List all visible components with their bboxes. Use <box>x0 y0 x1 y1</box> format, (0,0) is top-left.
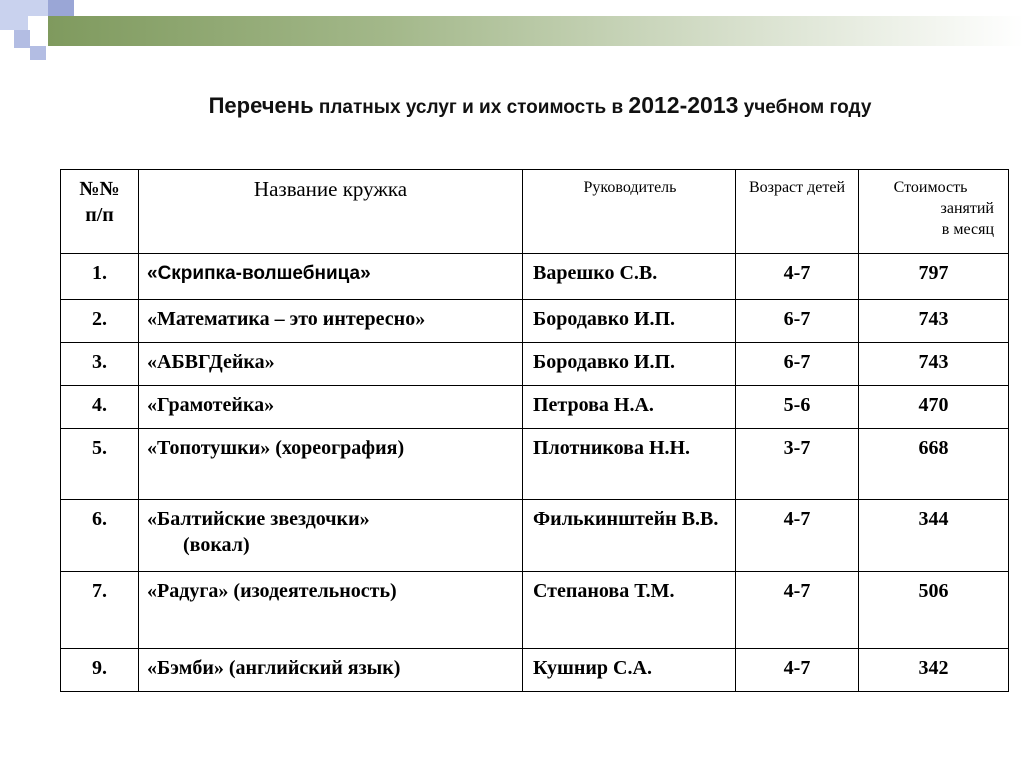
cell-num: 2. <box>61 300 139 343</box>
cell-age: 4-7 <box>736 254 859 300</box>
cell-num: 9. <box>61 649 139 692</box>
cell-leader: Кушнир С.А. <box>523 649 736 692</box>
cell-cost: 470 <box>859 386 1009 429</box>
header-age: Возраст детей <box>736 170 859 254</box>
header-cost-line: занятий <box>940 199 994 217</box>
services-table <box>60 169 1009 692</box>
cell-leader: Филькинштейн В.В. <box>523 500 736 572</box>
header-cost <box>859 170 1009 254</box>
decor-square <box>48 0 74 16</box>
cell-num: 4. <box>61 386 139 429</box>
cell-age: 3-7 <box>736 429 859 500</box>
cell-cost: 743 <box>859 300 1009 343</box>
cell-name-line: «Балтийские звездочки» <box>147 508 370 530</box>
cell-name <box>139 254 523 300</box>
cell-num: 1. <box>61 254 139 300</box>
table-row <box>61 500 1009 572</box>
cell-cost: 342 <box>859 649 1009 692</box>
header-leader: Руководитель <box>523 170 736 254</box>
table-row <box>61 386 1009 429</box>
cell-cost: 797 <box>859 254 1009 300</box>
cell-age: 4-7 <box>736 649 859 692</box>
cell-leader: Петрова Н.А. <box>523 386 736 429</box>
cell-name: «Бэмби» (английский язык) <box>139 649 523 692</box>
decor-square <box>14 30 30 48</box>
cell-cost: 743 <box>859 343 1009 386</box>
cell-name-text: «Скрипка-волшебница» <box>147 263 371 284</box>
cell-leader: Плотникова Н.Н. <box>523 429 736 500</box>
page-title <box>0 92 1024 119</box>
cell-num: 7. <box>61 572 139 649</box>
cell-leader: Степанова Т.М. <box>523 572 736 649</box>
cell-leader: Бородавко И.П. <box>523 343 736 386</box>
cell-leader: Бородавко И.П. <box>523 300 736 343</box>
cell-cost: 344 <box>859 500 1009 572</box>
table-row <box>61 343 1009 386</box>
cell-name-line: (вокал) <box>183 534 250 556</box>
cell-name: «Топотушки» (хореография) <box>139 429 523 500</box>
decor-square <box>30 46 46 60</box>
header-num: №№ п/п <box>61 170 139 254</box>
cell-age: 6-7 <box>736 300 859 343</box>
table-row <box>61 429 1009 500</box>
cell-age: 4-7 <box>736 572 859 649</box>
decor-square <box>0 0 28 30</box>
cell-name: «Радуга» (изодеятельность) <box>139 572 523 649</box>
header-cost-line: Стоимость <box>893 179 968 196</box>
table-row <box>61 572 1009 649</box>
table-row <box>61 649 1009 692</box>
cell-num: 5. <box>61 429 139 500</box>
table-row <box>61 254 1009 300</box>
cell-name: «Математика – это интересно» <box>139 300 523 343</box>
cell-age: 4-7 <box>736 500 859 572</box>
cell-name <box>139 500 523 572</box>
header-gradient-bar <box>48 16 1024 46</box>
title-years: 2012-2013 <box>628 92 739 118</box>
decor-square <box>28 0 48 16</box>
title-text-end: учебном году <box>738 97 872 118</box>
header-cost-line: в месяц <box>941 220 994 238</box>
cell-age: 5-6 <box>736 386 859 429</box>
cell-num: 6. <box>61 500 139 572</box>
cell-cost: 668 <box>859 429 1009 500</box>
cell-num: 3. <box>61 343 139 386</box>
header-name: Название кружка <box>139 170 523 254</box>
title-word: Перечень <box>208 93 314 118</box>
title-text: платных услуг и их стоимость в <box>313 97 629 118</box>
cell-name: «АБВГДейка» <box>139 343 523 386</box>
cell-cost: 506 <box>859 572 1009 649</box>
cell-age: 6-7 <box>736 343 859 386</box>
table-header-row <box>61 170 1009 254</box>
table-row <box>61 300 1009 343</box>
cell-name: «Грамотейка» <box>139 386 523 429</box>
cell-name-line-wrap <box>147 532 514 558</box>
cell-leader: Варешко С.В. <box>523 254 736 300</box>
